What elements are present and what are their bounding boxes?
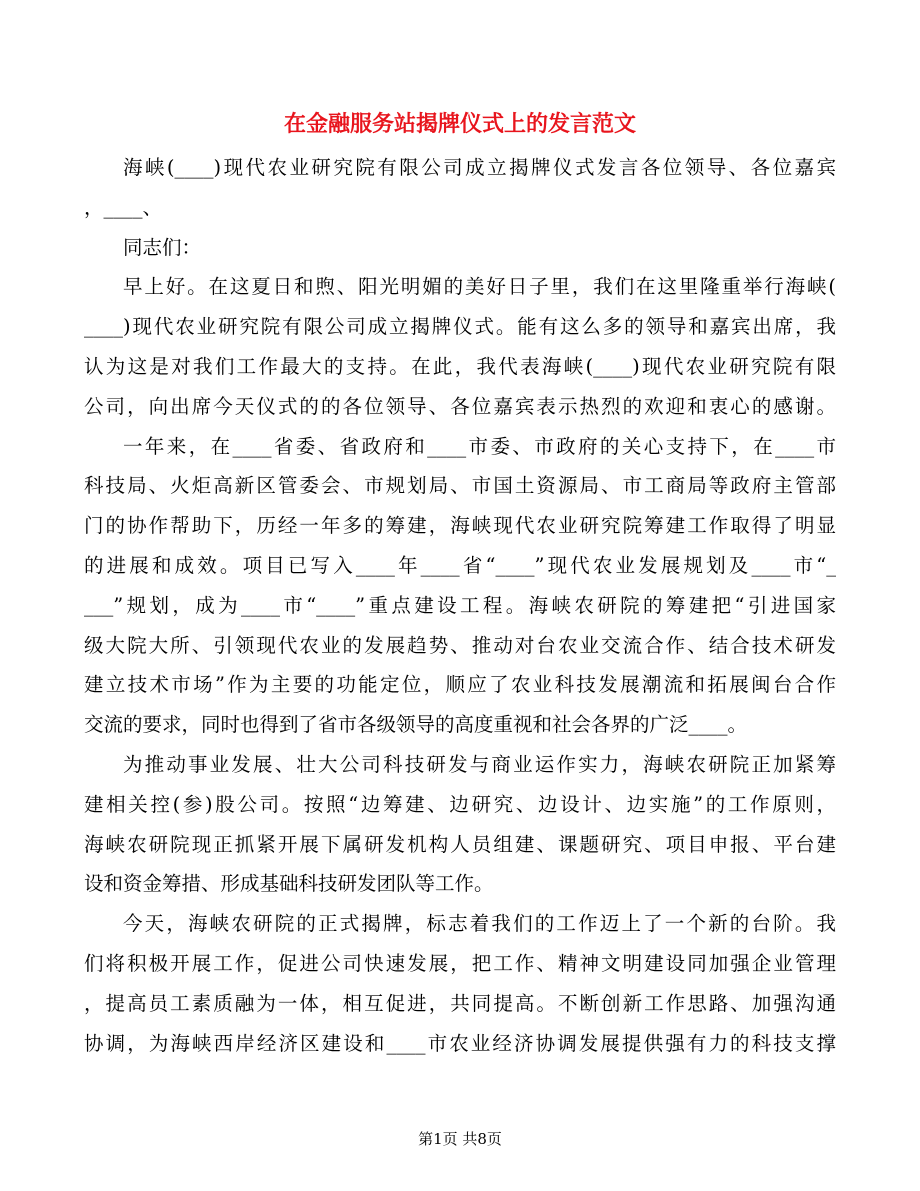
text-line: 一年来，在____省委、省政府和____市委、市政府的关心支持下，在____市 — [123, 434, 836, 458]
text-line: ，____、 — [84, 195, 163, 219]
text-line: ___”规划，成为____市“____”重点建设工程。海峡农研院的筹建把“引进国家 — [84, 593, 836, 617]
text-line: 设和资金筹措、形成基础科技研发团队等工作。 — [84, 872, 494, 896]
document-title: 在金融服务站揭牌仪式上的发言范文 — [283, 111, 636, 137]
text-line: 公司，向出席今天仪式的的各位领导、各位嘉宾表示热烈的欢迎和衷心的感谢。 — [84, 394, 836, 418]
text-line: 们将积极开展工作，促进公司快速发展，把工作、精神文明建设同加强企业管理 — [84, 951, 836, 975]
text-line: ，提高员工素质融为一体，相互促进，共同提高。不断创新工作思路、加强沟通 — [84, 991, 836, 1015]
text-line: 建相关控(参)股公司。按照“边筹建、边研究、边设计、边实施”的工作原则， — [84, 792, 836, 816]
document-body — [84, 148, 836, 1063]
text-line: 协调，为海峡西岸经济区建设和____市农业经济协调发展提供强有力的科技支撑 — [84, 1031, 836, 1055]
text-line: 为推动事业发展、壮大公司科技研发与商业运作实力，海峡农研院正加紧筹 — [123, 752, 836, 776]
text-line: 门的协作帮助下，历经一年多的筹建，海峡现代农业研究院筹建工作取得了明显 — [84, 514, 836, 538]
text-line: 级大院大所、引领现代农业的发展趋势、推动对台农业交流合作、结合技术研发 — [84, 633, 836, 657]
text-line: 海峡农研院现正抓紧开展下属研发机构人员组建、课题研究、项目申报、平台建 — [84, 832, 836, 856]
text-line: 交流的要求，同时也得到了省市各级领导的高度重视和社会各界的广泛____。 — [84, 713, 748, 737]
page-number: 第1页 共8页 — [418, 1130, 502, 1148]
text-line: 今天，海峡农研院的正式揭牌，标志着我们的工作迈上了一个新的台阶。我 — [123, 912, 836, 936]
text-line: 早上好。在这夏日和煦、阳光明媚的美好日子里，我们在这里隆重举行海峡( — [123, 275, 836, 299]
text-line: 建立技术市场”作为主要的功能定位，顺应了农业科技发展潮流和拓展闽台合作 — [84, 673, 836, 697]
text-line: ____)现代农业研究院有限公司成立揭牌仪式。能有这么多的领导和嘉宾出席，我 — [84, 315, 836, 339]
text-line: 认为这是对我们工作最大的支持。在此，我代表海峡(____)现代农业研究院有限 — [84, 354, 836, 378]
text-line: 科技局、火炬高新区管委会、市规划局、市国土资源局、市工商局等政府主管部 — [84, 474, 836, 498]
text-line: 海峡(____)现代农业研究院有限公司成立揭牌仪式发言各位领导、各位嘉宾 — [123, 156, 836, 179]
text-line: 同志们： — [123, 235, 202, 259]
text-line: 的进展和成效。项目已写入____年____省“____”现代农业发展规划及____市“_ — [84, 553, 836, 577]
